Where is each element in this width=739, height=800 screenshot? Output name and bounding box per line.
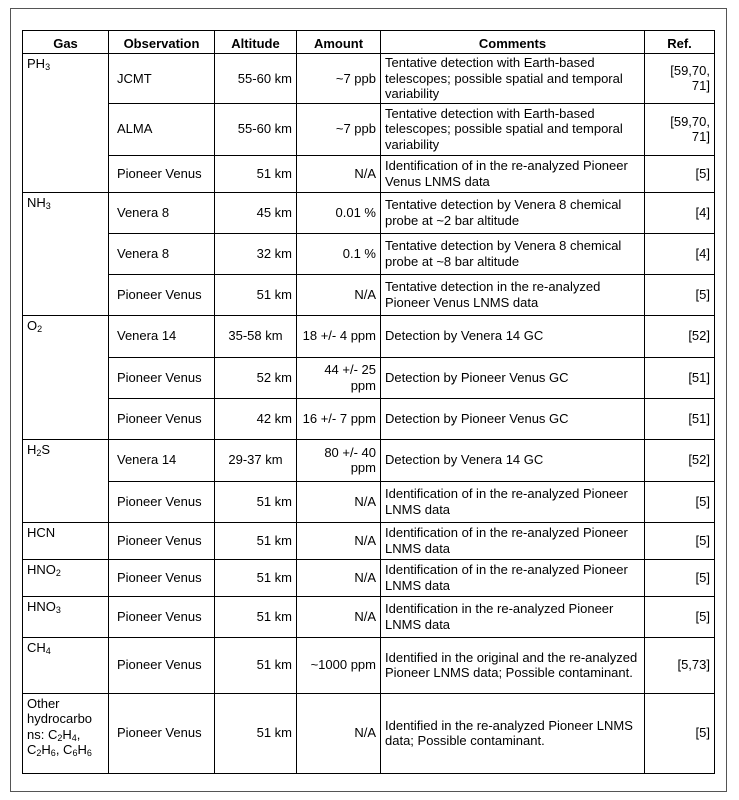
comments-cell: Tentative detection in the re-analyzed Pioneer Venus LNMS data <box>381 274 645 315</box>
amount-cell: ~1000 ppm <box>297 637 381 693</box>
observation-cell: Pioneer Venus <box>109 559 215 596</box>
observation-cell: JCMT <box>109 54 215 104</box>
amount-cell: N/A <box>297 522 381 559</box>
altitude-cell: 52 km <box>215 357 297 398</box>
header-comments: Comments <box>381 31 645 54</box>
table-row <box>23 693 715 773</box>
altitude-cell: 42 km <box>215 398 297 439</box>
comments-cell: Identification of in the re-analyzed Pioneer LNMS data <box>381 481 645 522</box>
gas-hno2: $HNO_2$ <box>23 559 109 596</box>
comments-cell: Identified in the re-analyzed Pioneer LNMS data; Possible contaminant. <box>381 693 645 773</box>
ref-cell: [51] <box>645 398 715 439</box>
gas-other-hydrocarbons: Other hydrocarbo ns: $C_2H_4$, $C_2H_6$, $C_6H_6$ <box>23 693 109 773</box>
altitude-cell: 45 km <box>215 192 297 233</box>
table-row <box>23 233 715 274</box>
ref-cell: [52] <box>645 439 715 481</box>
comments-cell: Tentative detection by Venera 8 chemical probe at ~2 bar altitude <box>381 192 645 233</box>
observation-cell: Venera 8 <box>109 192 215 233</box>
ref-cell: [52] <box>645 315 715 357</box>
header-amount: Amount <box>297 31 381 54</box>
ref-cell: [59,70, 71] <box>645 54 715 104</box>
ref-cell: [59,70, 71] <box>645 103 715 155</box>
comments-cell: Detection by Venera 14 GC <box>381 315 645 357</box>
observation-cell: Venera 14 <box>109 315 215 357</box>
comments-cell: Identified in the original and the re-analyzed Pioneer LNMS data; Possible contaminant. <box>381 637 645 693</box>
amount-cell: N/A <box>297 481 381 522</box>
amount-cell: N/A <box>297 693 381 773</box>
gas-ch4: $CH_4$ <box>23 637 109 693</box>
ref-cell: [5] <box>645 274 715 315</box>
gas-hcn: HCN <box>23 522 109 559</box>
altitude-cell: 29-37 km <box>215 439 297 481</box>
amount-cell: 80 +/- 40 ppm <box>297 439 381 481</box>
comments-cell: Tentative detection with Earth-based telescopes; possible spatial and temporal variability <box>381 103 645 155</box>
comments-cell: Detection by Venera 14 GC <box>381 439 645 481</box>
table-row <box>23 481 715 522</box>
ref-cell: [5] <box>645 155 715 192</box>
comments-cell: Detection by Pioneer Venus GC <box>381 398 645 439</box>
altitude-cell: 51 km <box>215 559 297 596</box>
observation-cell: Pioneer Venus <box>109 522 215 559</box>
table-row <box>23 439 715 481</box>
observation-cell: Pioneer Venus <box>109 155 215 192</box>
header-gas: Gas <box>23 31 109 54</box>
comments-cell: Tentative detection with Earth-based telescopes; possible spatial and temporal variability <box>381 54 645 104</box>
amount-cell: 0.1 % <box>297 233 381 274</box>
ref-cell: [51] <box>645 357 715 398</box>
amount-cell: 16 +/- 7 ppm <box>297 398 381 439</box>
ref-cell: [5] <box>645 693 715 773</box>
table-row <box>23 192 715 233</box>
amount-cell: ~7 ppb <box>297 54 381 104</box>
ref-cell: [5] <box>645 522 715 559</box>
observation-cell: Pioneer Venus <box>109 274 215 315</box>
comments-cell: Identification of in the re-analyzed Pioneer LNMS data <box>381 522 645 559</box>
altitude-cell: 55-60 km <box>215 54 297 104</box>
table-row <box>23 559 715 596</box>
table-row <box>23 398 715 439</box>
altitude-cell: 51 km <box>215 481 297 522</box>
header-row <box>23 31 715 54</box>
amount-cell: N/A <box>297 274 381 315</box>
amount-cell: 0.01 % <box>297 192 381 233</box>
comments-cell: Detection by Pioneer Venus GC <box>381 357 645 398</box>
comments-cell: Tentative detection by Venera 8 chemical probe at ~8 bar altitude <box>381 233 645 274</box>
observation-cell: Pioneer Venus <box>109 596 215 637</box>
header-altitude: Altitude <box>215 31 297 54</box>
altitude-cell: 51 km <box>215 693 297 773</box>
table-row <box>23 315 715 357</box>
amount-cell: N/A <box>297 559 381 596</box>
venus-gas-detections-table <box>22 30 715 774</box>
ref-cell: [5] <box>645 559 715 596</box>
ref-cell: [5,73] <box>645 637 715 693</box>
altitude-cell: 51 km <box>215 596 297 637</box>
altitude-cell: 55-60 km <box>215 103 297 155</box>
observation-cell: Pioneer Venus <box>109 398 215 439</box>
amount-cell: N/A <box>297 596 381 637</box>
observation-cell: Pioneer Venus <box>109 637 215 693</box>
table-row <box>23 637 715 693</box>
table-row <box>23 274 715 315</box>
observation-cell: Pioneer Venus <box>109 357 215 398</box>
altitude-cell: 51 km <box>215 522 297 559</box>
table-row <box>23 54 715 104</box>
comments-cell: Identification in the re-analyzed Pioneer LNMS data <box>381 596 645 637</box>
altitude-cell: 51 km <box>215 155 297 192</box>
amount-cell: ~7 ppb <box>297 103 381 155</box>
gas-ph3: $PH_3$ <box>23 54 109 193</box>
comments-cell: Identification of in the re-analyzed Pioneer Venus LNMS data <box>381 155 645 192</box>
gas-o2: $O_2$ <box>23 315 109 439</box>
ref-cell: [4] <box>645 233 715 274</box>
ref-cell: [5] <box>645 596 715 637</box>
ref-cell: [4] <box>645 192 715 233</box>
altitude-cell: 35-58 km <box>215 315 297 357</box>
gas-hno3: $HNO_3$ <box>23 596 109 637</box>
comments-cell: Identification of in the re-analyzed Pioneer LNMS data <box>381 559 645 596</box>
observation-cell: Pioneer Venus <box>109 693 215 773</box>
table-row <box>23 357 715 398</box>
table-row <box>23 103 715 155</box>
header-observation: Observation <box>109 31 215 54</box>
gas-nh3: $NH_3$ <box>23 192 109 315</box>
observation-cell: ALMA <box>109 103 215 155</box>
amount-cell: 18 +/- 4 ppm <box>297 315 381 357</box>
altitude-cell: 32 km <box>215 233 297 274</box>
ref-cell: [5] <box>645 481 715 522</box>
table-row <box>23 522 715 559</box>
header-ref: Ref. <box>645 31 715 54</box>
altitude-cell: 51 km <box>215 274 297 315</box>
altitude-cell: 51 km <box>215 637 297 693</box>
observation-cell: Venera 8 <box>109 233 215 274</box>
observation-cell: Pioneer Venus <box>109 481 215 522</box>
amount-cell: N/A <box>297 155 381 192</box>
observation-cell: Venera 14 <box>109 439 215 481</box>
table-row <box>23 155 715 192</box>
amount-cell: 44 +/- 25 ppm <box>297 357 381 398</box>
gas-h2s: $H_2S$ <box>23 439 109 522</box>
table-row <box>23 596 715 637</box>
